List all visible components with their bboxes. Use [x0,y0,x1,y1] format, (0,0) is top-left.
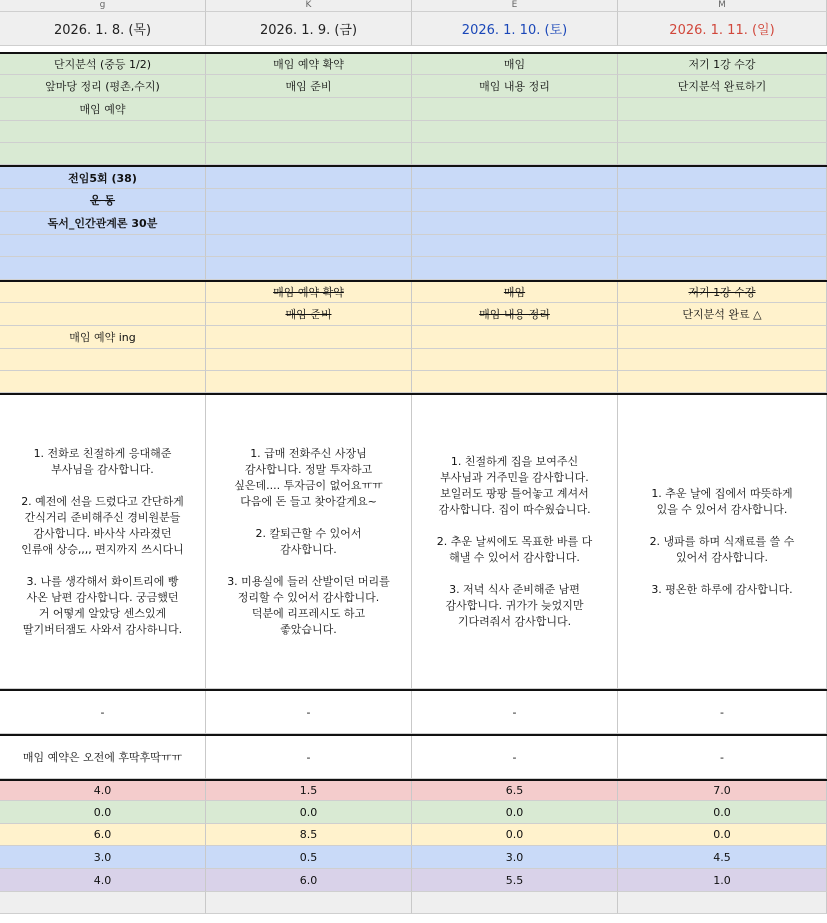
hours-row-green [0,801,827,824]
done-cell[interactable]: 단지분석 완료 △ [618,303,827,326]
personal-cell[interactable] [412,189,618,212]
empty-cell[interactable] [0,892,206,914]
empty-cell[interactable] [206,892,412,914]
hours-cell[interactable]: 4.0 [0,781,206,801]
plan-cell[interactable]: 매임 내용 정리 [412,75,618,98]
notes-cell[interactable]: - [618,691,827,734]
done-cell[interactable] [0,303,206,326]
done-row [0,280,827,303]
plan-cell[interactable] [0,143,206,165]
plan-cell[interactable] [206,143,412,165]
personal-cell[interactable] [618,212,827,235]
personal-row [0,257,827,280]
done-row [0,349,827,371]
notes-cell[interactable]: - [206,736,412,779]
notes-row [0,734,827,779]
hours-cell[interactable]: 0.0 [206,801,412,824]
plan-cell[interactable] [412,121,618,143]
hours-cell[interactable]: 6.0 [0,824,206,846]
done-cell[interactable]: 매임 내용 정리 [412,303,618,326]
hours-cell[interactable]: 0.0 [412,824,618,846]
empty-cell[interactable] [618,892,827,914]
personal-cell[interactable] [206,235,412,257]
done-cell[interactable] [206,326,412,349]
hours-row-yellow [0,824,827,846]
personal-cell[interactable] [412,212,618,235]
plan-cell[interactable] [0,121,206,143]
plan-row [0,75,827,98]
done-cell[interactable]: 매임 예약 ing [0,326,206,349]
date-header-row [0,12,827,46]
hours-cell[interactable]: 1.0 [618,869,827,892]
hours-cell[interactable]: 6.0 [206,869,412,892]
notes-cell[interactable]: - [206,691,412,734]
personal-cell[interactable] [0,235,206,257]
done-cell[interactable]: 매임 예약 확약 [206,282,412,303]
hours-row-red [0,779,827,801]
hours-cell[interactable]: 5.5 [412,869,618,892]
plan-cell[interactable] [412,98,618,121]
gratitude-cell[interactable]: 1. 급매 전화주신 사장님 감사합니다. 정말 투자하고 싶은데.... 투자금이 없어요ㅠㅠ 다음에 돈 들고 찾아갈게요~ 2. 칼퇴근할 수 있어서 감사합니다. 3. 미용실에 들러 산발이던 머리를 정리할 수 있어서 감사합니다. 덕분에 리프레시도 하고 좋았습니다. [206,395,412,689]
notes-cell[interactable]: - [412,691,618,734]
done-cell[interactable] [618,349,827,371]
hours-row-purple [0,869,827,892]
hours-cell[interactable]: 0.0 [0,801,206,824]
hours-cell[interactable]: 0.0 [618,824,827,846]
plan-cell[interactable] [618,121,827,143]
personal-cell[interactable] [618,235,827,257]
hours-cell[interactable]: 1.5 [206,781,412,801]
plan-cell[interactable] [206,98,412,121]
plan-row [0,98,827,121]
plan-cell[interactable]: 매임 준비 [206,75,412,98]
date-cell-saturday[interactable]: 2026. 1. 10. (토) [412,12,618,46]
date-cell[interactable]: 2026. 1. 9. (금) [206,12,412,46]
date-cell[interactable]: 2026. 1. 8. (목) [0,12,206,46]
column-letter-row [0,0,827,12]
plan-row [0,143,827,165]
done-cell[interactable]: 매임 준비 [206,303,412,326]
done-cell[interactable] [412,349,618,371]
personal-row [0,189,827,212]
hours-cell[interactable]: 3.0 [412,846,618,869]
hours-cell[interactable]: 7.0 [618,781,827,801]
column-letter[interactable]: M [618,0,827,12]
done-row [0,303,827,326]
personal-cell[interactable] [0,257,206,280]
plan-cell[interactable] [412,143,618,165]
notes-cell[interactable]: - [618,736,827,779]
column-letter[interactable]: K [206,0,412,12]
hours-row-blue [0,846,827,869]
done-cell[interactable] [412,326,618,349]
personal-row [0,235,827,257]
notes-cell[interactable]: - [412,736,618,779]
plan-cell[interactable]: 저기 1강 수강 [618,54,827,75]
done-row [0,326,827,349]
personal-cell[interactable] [412,235,618,257]
plan-cell[interactable]: 매임 예약 확약 [206,54,412,75]
plan-row [0,121,827,143]
plan-cell[interactable]: 매임 [412,54,618,75]
empty-bottom-row [0,892,827,914]
plan-cell[interactable]: 앞마당 정리 (평촌,수지) [0,75,206,98]
personal-cell[interactable] [618,167,827,189]
plan-cell[interactable] [618,143,827,165]
done-cell[interactable] [0,282,206,303]
personal-cell[interactable] [206,189,412,212]
hours-cell[interactable]: 3.0 [0,846,206,869]
notes-cell[interactable]: 매임 예약은 오전에 후딱후딱ㅠㅠ [0,736,206,779]
done-row [0,371,827,393]
date-cell-sunday[interactable]: 2026. 1. 11. (일) [618,12,827,46]
gratitude-cell[interactable]: 1. 전화로 친절하게 응대해준 부사님을 감사합니다. 2. 예전에 선을 드렸다고 간단하게 간식거리 준비해주신 경비원분들 감사합니다. 바사삭 사라졌던 인류애 상승,,,, 편지까지 쓰시다니 3. 나를 생각해서 화이트리에 빵 사온 남편 감사합니다. 궁금했던 거 어떻게 알았당 센스있게 딸기버터잼도 사와서 감사하니다. [0,395,206,689]
notes-cell[interactable]: - [0,691,206,734]
column-letter[interactable]: E [412,0,618,12]
personal-row [0,212,827,235]
notes-row [0,689,827,734]
personal-cell[interactable] [206,212,412,235]
hours-cell[interactable]: 0.5 [206,846,412,869]
personal-cell[interactable] [618,257,827,280]
done-cell[interactable] [206,371,412,393]
plan-cell[interactable]: 단지분석 (중등 1/2) [0,54,206,75]
hours-cell[interactable]: 6.5 [412,781,618,801]
done-cell[interactable] [618,371,827,393]
empty-cell[interactable] [412,892,618,914]
done-cell[interactable]: 저기 1강 수강 [618,282,827,303]
personal-cell[interactable] [206,167,412,189]
personal-row [0,165,827,189]
plan-cell[interactable] [206,121,412,143]
hours-cell[interactable]: 4.0 [0,869,206,892]
hours-cell[interactable]: 8.5 [206,824,412,846]
hours-cell[interactable]: 4.5 [618,846,827,869]
plan-cell[interactable]: 단지분석 완료하기 [618,75,827,98]
personal-cell[interactable]: 전임5회 (38) [0,167,206,189]
done-cell[interactable] [206,349,412,371]
personal-cell[interactable]: 독서_인간관계론 30분 [0,212,206,235]
done-cell[interactable] [412,371,618,393]
personal-cell[interactable] [206,257,412,280]
hours-cell[interactable]: 0.0 [618,801,827,824]
hours-cell[interactable]: 0.0 [412,801,618,824]
personal-cell[interactable] [412,167,618,189]
gratitude-cell[interactable]: 1. 추운 날에 집에서 따뜻하게 있을 수 있어서 감사합니다. 2. 냉파를 하며 식재료를 쓸 수 있어서 감사합니다. 3. 평온한 하루에 감사합니다. [618,395,827,689]
column-letter[interactable]: g [0,0,206,12]
done-cell[interactable] [0,349,206,371]
done-cell[interactable] [0,371,206,393]
gratitude-cell[interactable]: 1. 친절하게 집을 보여주신 부사님과 거주민을 감사합니다. 보일러도 팡팡 틀어놓고 계셔서 감사합니다. 집이 따수웠습니다. 2. 추운 날씨에도 목표한 바를 다 해낼 수 있어서 감사합니다. 3. 저녁 식사 준비해준 남편 감사합니다. 귀가가 늦었지만 기다려줘서 감사합니다. [412,395,618,689]
gratitude-row [0,393,827,689]
personal-cell[interactable] [412,257,618,280]
plan-row [0,52,827,75]
personal-cell[interactable] [618,189,827,212]
done-cell[interactable] [618,326,827,349]
plan-cell[interactable]: 매임 예약 [0,98,206,121]
plan-cell[interactable] [618,98,827,121]
personal-cell[interactable]: 운 동 [0,189,206,212]
done-cell[interactable]: 매임 [412,282,618,303]
